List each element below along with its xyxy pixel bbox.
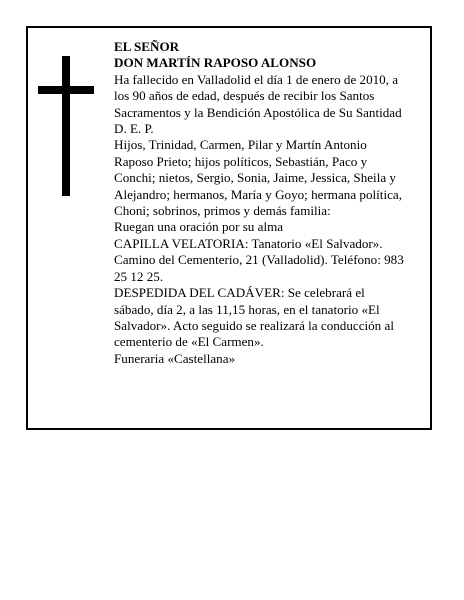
heading-title: EL SEÑOR (114, 39, 180, 54)
chapel-info: CAPILLA VELATORIA: Tanatorio «El Salvador». Camino del Cementerio, 21 (Valladolid). Teléfono: 983 25 12 25. (114, 235, 404, 284)
funeral-home: Funeraria «Castellana» (114, 350, 236, 366)
notice-text (114, 39, 404, 367)
death-announcement: Ha fallecido en Valladolid el día 1 de enero de 2010, a los 90 años de edad, después de recibir los Santos Sacramentos y la Bendición Apostólica de Su Santidad D. E. P. (114, 71, 402, 137)
deceased-name: DON MARTÍN RAPOSO ALONSO (114, 55, 317, 71)
farewell-info: DESPEDIDA DEL CADÁVER: Se celebrará el sábado, día 2, a las 11,15 horas, en el tanatorio «El Salvador». Acto seguido se realizará la conducción al cementerio de «El Carmen». (114, 285, 394, 350)
family-list: Hijos, Trinidad, Carmen, Pilar y Martín Antonio Raposo Prieto; hijos políticos, Sebastián, Paco y Conchi; nietos, Sergio, Sonia, Jaime, Jessica, Sheila y Alejandro; hermanos, María y Goyo; hermana política, Choni; sobrinos, primos y demás familia: (114, 137, 402, 219)
cross-horizontal-bar (38, 86, 94, 94)
prayer-request: Ruegan una oración por su alma (114, 219, 284, 235)
cross-vertical-bar (62, 56, 70, 196)
